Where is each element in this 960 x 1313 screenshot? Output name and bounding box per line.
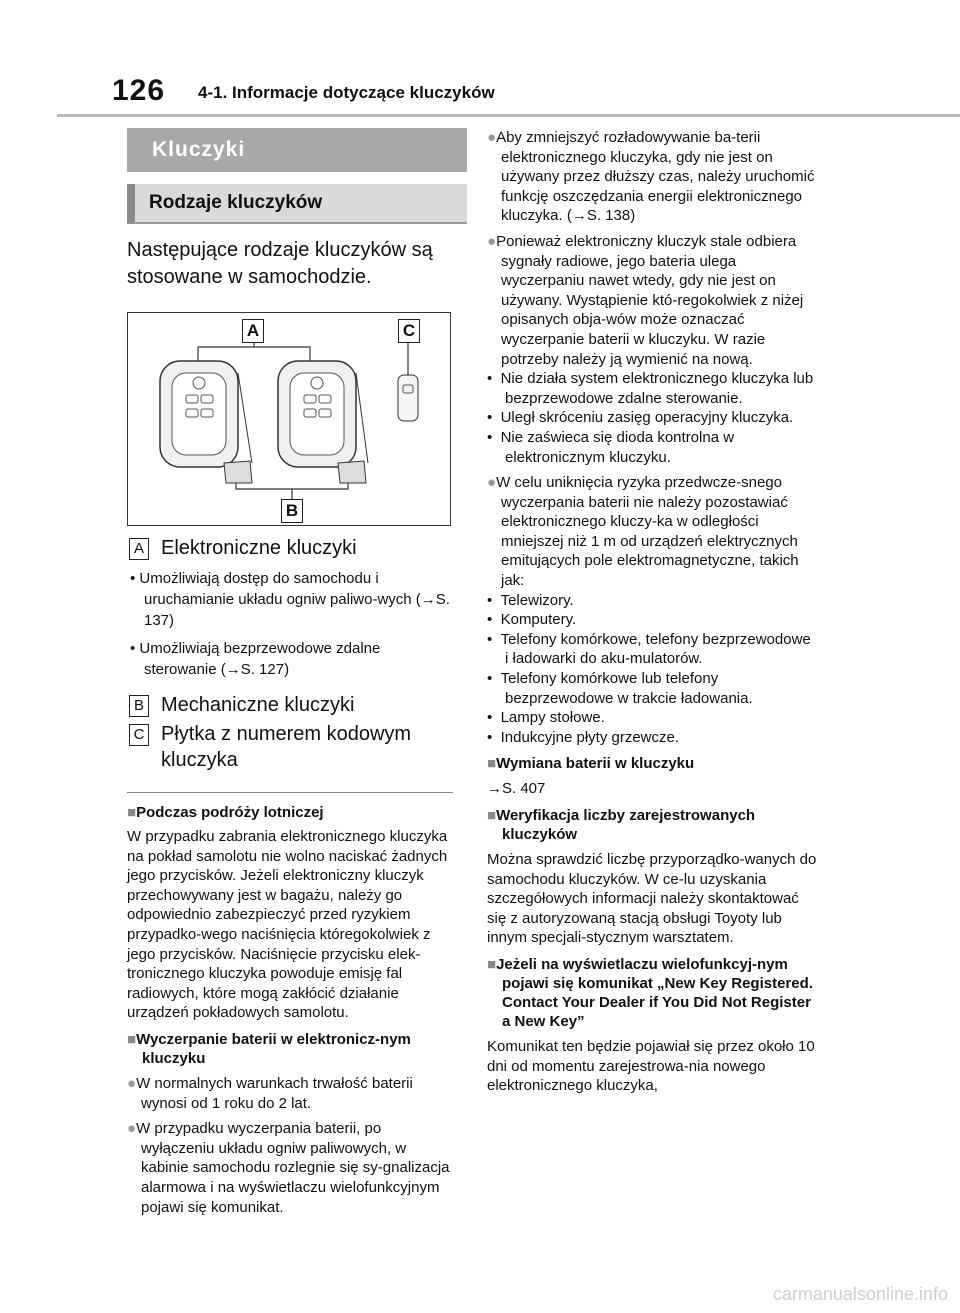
heading-travel: ■Podczas podróży lotniczej bbox=[127, 804, 324, 821]
bullet-item: • Lampy stołowe. bbox=[487, 709, 605, 727]
bullet-item: • Telefony komórkowe, telefony bezprzewodowe i ładowarki do aku-mulatorów. bbox=[487, 630, 811, 668]
smart-key-left bbox=[160, 361, 252, 483]
paragraph-message: Komunikat ten będzie pojawiał się przez około 10 dni od momentu zarejestrowa-nia nowego elektronicznego kluczyka, bbox=[487, 1037, 815, 1095]
divider bbox=[127, 792, 453, 793]
left-column bbox=[117, 128, 457, 1217]
dot-item: ●Ponieważ elektroniczny kluczyk stale odbiera sygnały radiowe, jego bateria ulega wyczerpaniu nawet wtedy, gdy nie jest on używany. Wystąpienie któ-regokolwiek z niżej opisanych obja-wów może oznaczać wyczerpanie baterii w kluczyku. W razie potrzeby należy ją wymienić na nową. bbox=[487, 232, 804, 368]
bullet-item: • Uległ skróceniu zasięg operacyjny kluczyka. bbox=[487, 409, 794, 427]
bullet-item: • Nie działa system elektronicznego kluczyka lub bezprzewodowe zdalne sterowanie. bbox=[487, 370, 814, 407]
bullet-item: • Indukcyjne płyty grzewcze. bbox=[487, 728, 680, 746]
legend-c-text: Płytka z numerem kodowym kluczyka bbox=[161, 723, 412, 771]
heading-verify: ■Weryfikacja liczby zarejestrowanych kluczyków bbox=[487, 807, 756, 843]
legend-a-key: A bbox=[129, 538, 149, 560]
bullet-item: • Telefony komórkowe lub telefony bezprzewodowe w trakcie ładowania. bbox=[487, 670, 753, 707]
bullet-item: • Nie zaświeca się dioda kontrolna w elektronicznym kluczyku. bbox=[487, 428, 735, 466]
paragraph-verify: Można sprawdzić liczbę przyporządko-wanych do samochodu kluczyków. W ce-lu uzyskania szczegółowych informacji należy skontaktować się z autoryzowaną stacją obsługi Toyoty lub innym specjali-stycznym warsztatem. bbox=[487, 851, 817, 947]
page-number: 126 bbox=[112, 74, 166, 107]
bullet-item: • Umożliwiają dostęp do samochodu i uruchamianie układu ogniw paliwo-wych (→S. 137) bbox=[130, 570, 450, 629]
section-title: 4-1. Informacje dotyczące kluczyków bbox=[198, 83, 495, 102]
legend-c-key: C bbox=[129, 724, 149, 746]
keys-drawing bbox=[128, 313, 450, 525]
heading-message: ■Jeżeli na wyświetlaczu wielofunkcyj-nym pojawi się komunikat „New Key Registered. Contact Your Dealer if You Did Not Register a New Key” bbox=[487, 955, 813, 1030]
legend-a-text: Elektroniczne kluczyki bbox=[161, 537, 357, 559]
right-column bbox=[477, 128, 817, 1096]
paragraph-travel: W przypadku zabrania elektronicznego kluczyka na pokład samolotu nie wolno naciskać żadnych jego przycisków. Jeżeli elektroniczny kluczyk przechowywany jest w bagażu, należy go odpowiednio zabezpieczyć przed ryzykiem przypadko-wego naciśnięcia któregokolwiek z jego przycisków. Naciśnięcie przycisku elek-tronicznego kluczyka powoduje emisję fal radiowych, które mogą zakłócić działanie urządzeń pokładowych samolotu. bbox=[127, 828, 448, 1022]
intro-text: Następujące rodzaje kluczyków są stosowane w samochodzie. bbox=[127, 239, 433, 288]
header-divider bbox=[57, 114, 960, 117]
legend-b-text: Mechaniczne kluczyki bbox=[161, 694, 355, 716]
keys-illustration bbox=[127, 312, 451, 526]
legend-c bbox=[129, 721, 457, 773]
label-b: B bbox=[281, 499, 303, 523]
dot-item: ●Aby zmniejszyć rozładowywanie ba-terii elektronicznego kluczyka, gdy nie jest on używany przez dłuższy czas, należy uruchomić funkcję oszczędzania energii elektronicznego kluczyka. (→S. 138) bbox=[487, 129, 815, 225]
heading-replace: ■Wymiana baterii w kluczyku bbox=[487, 755, 695, 773]
subsection-heading: Rodzaje kluczyków bbox=[127, 184, 467, 224]
bullet-item: • Telewizory. bbox=[487, 591, 574, 609]
paragraph-replace: →S. 407 bbox=[487, 780, 546, 798]
code-plate bbox=[398, 375, 418, 421]
dot-item: ●W przypadku wyczerpania baterii, po wyłączeniu układu ogniw paliwowych, w kabinie samochodu rozlegnie się sy-gnalizacja alarmowa i na wyświetlaczu wielofunkcyjnym pojawi się komunikat. bbox=[127, 1120, 450, 1216]
bullet-item: • Komputery. bbox=[487, 611, 577, 629]
label-a: A bbox=[242, 319, 264, 343]
label-c: C bbox=[398, 319, 420, 343]
heading-battery: ■Wyczerpanie baterii w elektronicz-nym kluczyku bbox=[127, 1030, 411, 1067]
bullet-item: • Umożliwiają bezprzewodowe zdalne sterowanie (→S. 127) bbox=[130, 640, 381, 678]
chapter-heading: Kluczyki bbox=[127, 128, 467, 172]
dot-item: ●W celu uniknięcia ryzyka przedwcze-snego wyczerpania baterii nie należy pozostawiać elektronicznego kluczy-ka w odległości mniejszej niż 1 m od urządzeń elektrycznych emitujących pole elektromagnetyczne, takich jak: bbox=[487, 474, 799, 590]
page-header bbox=[0, 0, 960, 118]
legend-b-key: B bbox=[129, 695, 149, 717]
smart-key-right bbox=[278, 361, 368, 483]
legend-b bbox=[129, 692, 457, 718]
watermark: carmanualsonline.info bbox=[772, 1284, 948, 1304]
dot-item: ●W normalnych warunkach trwałość baterii wynosi od 1 roku do 2 lat. bbox=[127, 1074, 413, 1112]
legend-a bbox=[129, 535, 457, 561]
